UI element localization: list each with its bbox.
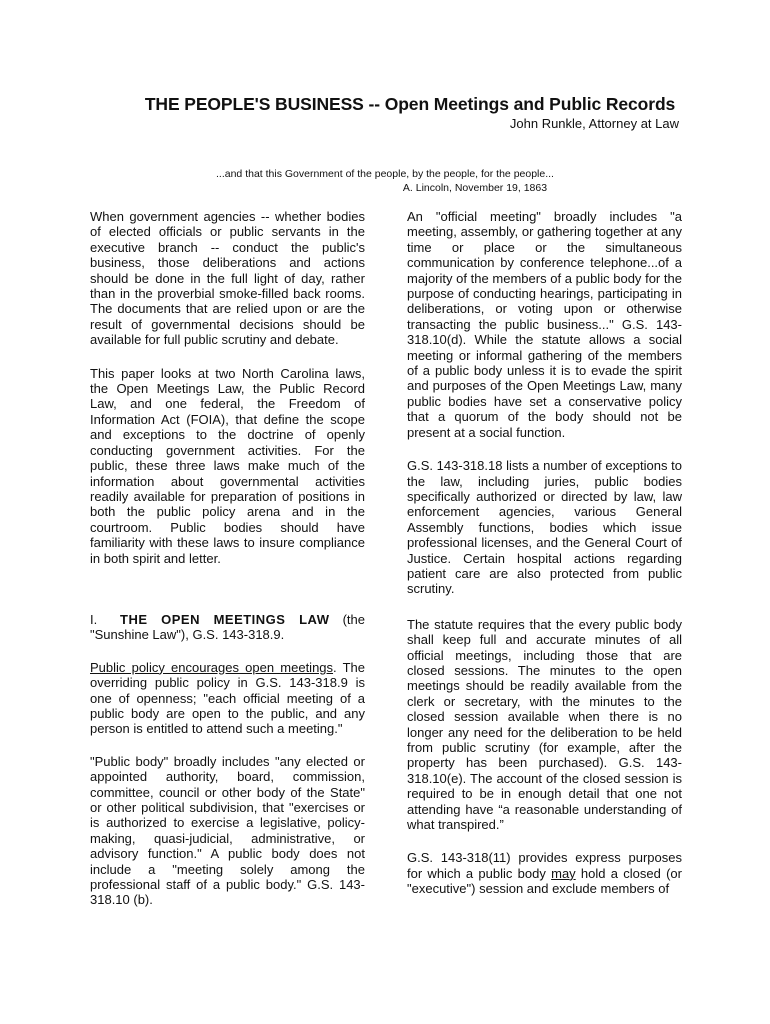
intro-paragraph: When government agencies -- whether bodies of elected officials or public servants in the executive branch -- conduct the public's business, those deliberations and actions should be done in the full light of day, rather than in the proverbial smoke-filled back rooms. The documents that are relied upon or are the result of governmental decisions should be available for full public scrutiny and debate.: [90, 209, 365, 348]
document-title: THE PEOPLE'S BUSINESS -- Open Meetings and Public Records: [144, 94, 676, 114]
closed-session-emphasis: may: [551, 865, 576, 881]
policy-heading: Public policy encourages open meetings: [90, 659, 334, 675]
policy-paragraph: [90, 660, 365, 737]
closed-session-text-end: hold a closed (or "executive") session and exclude members of: [407, 865, 682, 897]
policy-text: . The overriding public policy in G.S. 143-318.9 is one of openness; "each official meeting of a public body are open to the public, and any person is entitled to attend such a meeting.": [90, 659, 366, 737]
section-number: I.: [90, 611, 98, 627]
closed-session-text-start: G.S. 143-318(11) provides express purposes for which a public body: [407, 850, 682, 881]
closed-session-paragraph: [407, 850, 682, 896]
epigraph: [0, 167, 770, 195]
section-title: THE OPEN MEETINGS LAW: [120, 611, 330, 627]
exceptions-paragraph: G.S. 143-318.18 lists a number of exceptions to the law, including juries, public bodies specifically authorized or directed by law, law enforcement agencies, various General Assembly functions, bodies which issue professional licenses, and the General Court of Justice. Certain hospital actions regarding patient care are also protected from public scrutiny.: [407, 458, 682, 597]
epigraph-quote: ...and that this Government of the people, by the people, for the people...: [216, 168, 554, 180]
section-subtitle: (the "Sunshine Law"), G.S. 143-318.9.: [90, 611, 365, 643]
epigraph-attribution: A. Lincoln, November 19, 1863: [402, 182, 548, 194]
section-heading: [90, 612, 365, 643]
left-column: [90, 209, 365, 925]
official-meeting-paragraph: An "official meeting" broadly includes "a meeting, assembly, or gathering together at any time or place or the simultaneous communication by conference telephone...of a majority of the members of a public body for the purpose of conducting hearings, participating in deliberations, or voting upon or otherwise transacting the public business..." G.S. 143-318.10(d). While the statute allows a social meeting or informal gathering of the members of a public body unless it is to evade the spirit and purposes of the Open Meetings Law, many public bodies have set a conservative policy that a quorum of the body should not be present at a social function.: [407, 209, 682, 440]
minutes-paragraph: The statute requires that the every public body shall keep full and accurate minutes of all official meetings, including those that are closed sessions. The minutes to the open meetings should be readily available from the clerk or secretary, with the minutes to the closed session available when there is no longer any need for the deliberation to be held from public scrutiny (for example, after the property has been purchased). G.S. 143-318.10(e). The account of the closed session is required to be in enough detail that one not attending have “a reasonable understanding of what transpired.”: [407, 616, 682, 833]
scope-paragraph: This paper looks at two North Carolina laws, the Open Meetings Law, the Public Record Law, and one federal, the Freedom of Information Act (FOIA), that define the scope and exceptions to the doctrine of openly conducting government activities. For the public, these three laws make much of the information about governmental activities readily available for preparation of positions in both the public policy arena and in the courtroom. Public bodies should have familiarity with these laws to insure compliance in both spirit and letter.: [90, 365, 365, 566]
document-author: John Runkle, Attorney at Law: [509, 116, 679, 131]
right-column: [407, 209, 682, 914]
public-body-paragraph: "Public body" broadly includes "any elected or appointed authority, board, commission, committee, council or other body of the State" or other political subdivision, that "exercises or is authorized to exercise a legislative, policy-making, quasi-judicial, administrative, or advisory function." A public body does not include a "meeting solely among the professional staff of a public body." G.S. 143-318.10 (b).: [90, 753, 365, 908]
